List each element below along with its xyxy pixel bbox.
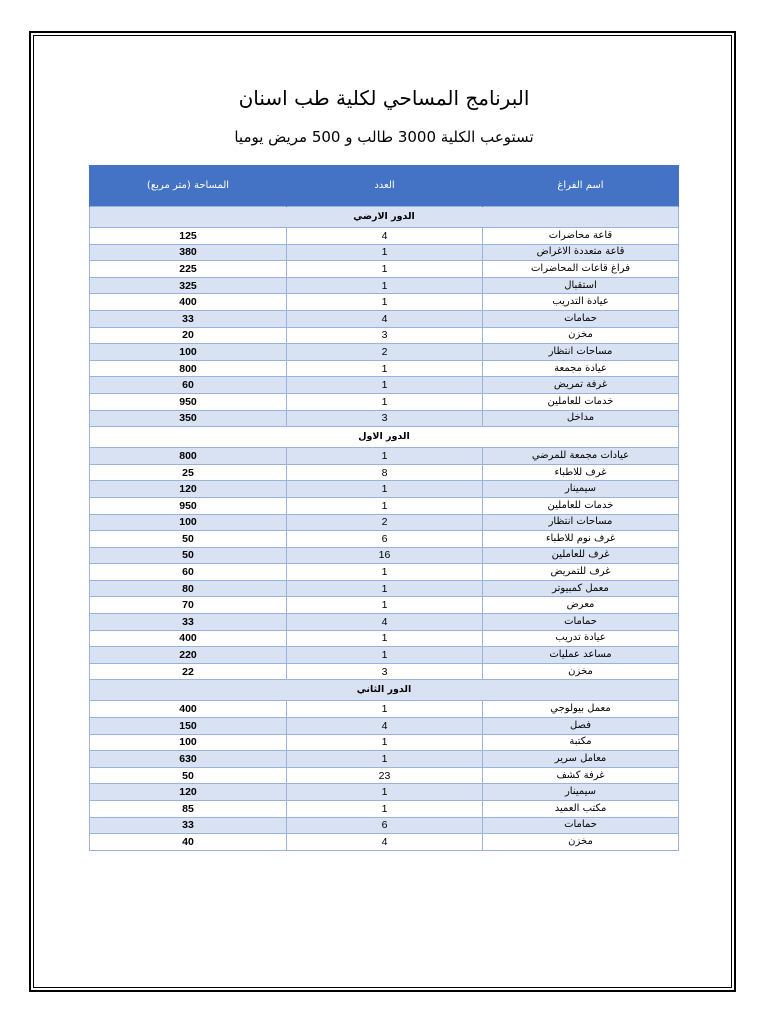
count-cell: 8 — [287, 464, 483, 481]
count-cell: 1 — [287, 630, 483, 647]
space-name-cell: سيمينار — [483, 481, 679, 498]
area-cell: 120 — [90, 481, 287, 498]
count-cell: 1 — [287, 294, 483, 311]
space-name-cell: مخزن — [483, 327, 679, 344]
section-title: الدور الاول — [90, 427, 679, 448]
count-cell: 4 — [287, 310, 483, 327]
space-name-cell: معامل سرير — [483, 751, 679, 768]
count-cell: 1 — [287, 481, 483, 498]
space-name-cell: حمامات — [483, 310, 679, 327]
space-name-cell: غرف نوم للاطباء — [483, 531, 679, 548]
area-cell: 33 — [90, 817, 287, 834]
table-row — [90, 597, 679, 614]
area-cell: 25 — [90, 464, 287, 481]
space-name-cell: خدمات للعاملين — [483, 393, 679, 410]
table-row — [90, 294, 679, 311]
table-row — [90, 228, 679, 245]
table-row — [90, 531, 679, 548]
table-row — [90, 564, 679, 581]
count-cell: 1 — [287, 597, 483, 614]
table-row — [90, 344, 679, 361]
area-cell: 70 — [90, 597, 287, 614]
count-cell: 1 — [287, 261, 483, 278]
area-cell: 60 — [90, 377, 287, 394]
count-cell: 1 — [287, 360, 483, 377]
area-cell: 380 — [90, 244, 287, 261]
space-name-cell: عيادات مجمعة للمرضي — [483, 448, 679, 465]
table-row — [90, 751, 679, 768]
area-cell: 33 — [90, 310, 287, 327]
space-name-cell: غرف للاطباء — [483, 464, 679, 481]
area-cell: 50 — [90, 547, 287, 564]
count-cell: 4 — [287, 614, 483, 631]
section-title: الدور الارضي — [90, 207, 679, 228]
area-cell: 400 — [90, 630, 287, 647]
area-cell: 400 — [90, 294, 287, 311]
table-row — [90, 630, 679, 647]
count-cell: 4 — [287, 834, 483, 851]
space-name-cell: معمل كمبيوتر — [483, 580, 679, 597]
space-name-cell: مساحات انتظار — [483, 344, 679, 361]
area-cell: 120 — [90, 784, 287, 801]
space-name-cell: غرف للتمريض — [483, 564, 679, 581]
space-name-cell: مساحات انتظار — [483, 514, 679, 531]
document-subtitle: تستوعب الكلية 3000 طالب و 500 مريض يوميا — [234, 128, 534, 146]
space-name-cell: عيادة مجمعة — [483, 360, 679, 377]
count-cell: 1 — [287, 277, 483, 294]
table-row — [90, 410, 679, 427]
area-cell: 33 — [90, 614, 287, 631]
table-row — [90, 360, 679, 377]
space-name-cell: مكتب العميد — [483, 801, 679, 818]
section-header-row — [90, 680, 679, 701]
count-cell: 1 — [287, 701, 483, 718]
area-cell: 100 — [90, 344, 287, 361]
table-row — [90, 448, 679, 465]
space-name-cell: استقبال — [483, 277, 679, 294]
section-header-row — [90, 207, 679, 228]
document-title: البرنامج المساحي لكلية طب اسنان — [238, 86, 530, 110]
count-cell: 1 — [287, 244, 483, 261]
space-name-cell: قاعة محاضرات — [483, 228, 679, 245]
table-row — [90, 734, 679, 751]
area-cell: 85 — [90, 801, 287, 818]
table-row — [90, 718, 679, 735]
area-cell: 125 — [90, 228, 287, 245]
space-name-cell: مكتبة — [483, 734, 679, 751]
space-name-cell: مخزن — [483, 834, 679, 851]
area-cell: 100 — [90, 734, 287, 751]
count-cell: 1 — [287, 393, 483, 410]
area-cell: 22 — [90, 663, 287, 680]
area-cell: 630 — [90, 751, 287, 768]
table-row — [90, 481, 679, 498]
area-cell: 225 — [90, 261, 287, 278]
table-row — [90, 464, 679, 481]
space-name-cell: مساعد عمليات — [483, 647, 679, 664]
table-row — [90, 647, 679, 664]
area-cell: 50 — [90, 531, 287, 548]
count-cell: 1 — [287, 784, 483, 801]
count-cell: 4 — [287, 228, 483, 245]
area-cell: 950 — [90, 497, 287, 514]
count-cell: 2 — [287, 344, 483, 361]
table-row — [90, 614, 679, 631]
section-header-row — [90, 427, 679, 448]
count-cell: 6 — [287, 817, 483, 834]
table-row — [90, 261, 679, 278]
table-row — [90, 377, 679, 394]
section-title: الدور الثاني — [90, 680, 679, 701]
table-row — [90, 767, 679, 784]
space-name-cell: معمل بيولوجي — [483, 701, 679, 718]
table-row — [90, 663, 679, 680]
count-cell: 1 — [287, 580, 483, 597]
space-program-table-container — [89, 165, 678, 851]
table-row — [90, 817, 679, 834]
area-cell: 220 — [90, 647, 287, 664]
area-cell: 325 — [90, 277, 287, 294]
space-name-cell: حمامات — [483, 817, 679, 834]
count-cell: 3 — [287, 663, 483, 680]
count-cell: 23 — [287, 767, 483, 784]
count-cell: 1 — [287, 801, 483, 818]
count-cell: 3 — [287, 410, 483, 427]
count-cell: 1 — [287, 497, 483, 514]
area-cell: 350 — [90, 410, 287, 427]
area-cell: 80 — [90, 580, 287, 597]
count-cell: 3 — [287, 327, 483, 344]
table-row — [90, 701, 679, 718]
space-name-cell: حمامات — [483, 614, 679, 631]
table-row — [90, 834, 679, 851]
space-name-cell: سيمينار — [483, 784, 679, 801]
area-cell: 100 — [90, 514, 287, 531]
header-count: العدد — [287, 165, 483, 207]
space-name-cell: مخزن — [483, 663, 679, 680]
space-name-cell: غرفة تمريض — [483, 377, 679, 394]
count-cell: 1 — [287, 751, 483, 768]
table-row — [90, 310, 679, 327]
table-row — [90, 327, 679, 344]
area-cell: 950 — [90, 393, 287, 410]
area-cell: 40 — [90, 834, 287, 851]
area-cell: 800 — [90, 448, 287, 465]
table-row — [90, 244, 679, 261]
count-cell: 1 — [287, 647, 483, 664]
space-name-cell: فراغ قاعات المحاضرات — [483, 261, 679, 278]
count-cell: 4 — [287, 718, 483, 735]
area-cell: 800 — [90, 360, 287, 377]
table-row — [90, 277, 679, 294]
space-name-cell: عيادة التدريب — [483, 294, 679, 311]
area-cell: 400 — [90, 701, 287, 718]
space-name-cell: غرفة كشف — [483, 767, 679, 784]
area-cell: 50 — [90, 767, 287, 784]
table-row — [90, 393, 679, 410]
space-name-cell: مداخل — [483, 410, 679, 427]
header-area: المساحة (متر مربع) — [90, 165, 287, 207]
table-row — [90, 497, 679, 514]
count-cell: 1 — [287, 448, 483, 465]
table-row — [90, 547, 679, 564]
count-cell: 1 — [287, 377, 483, 394]
header-space-name: اسم الفراغ — [483, 165, 679, 207]
space-name-cell: غرف للعاملين — [483, 547, 679, 564]
area-cell: 150 — [90, 718, 287, 735]
count-cell: 1 — [287, 564, 483, 581]
space-program-table — [89, 165, 679, 851]
count-cell: 6 — [287, 531, 483, 548]
space-name-cell: معرض — [483, 597, 679, 614]
table-body — [90, 207, 679, 851]
space-name-cell: فصل — [483, 718, 679, 735]
count-cell: 1 — [287, 734, 483, 751]
table-row — [90, 784, 679, 801]
table-row — [90, 801, 679, 818]
count-cell: 16 — [287, 547, 483, 564]
space-name-cell: عيادة تدريب — [483, 630, 679, 647]
table-row — [90, 580, 679, 597]
space-name-cell: خدمات للعاملين — [483, 497, 679, 514]
area-cell: 20 — [90, 327, 287, 344]
count-cell: 2 — [287, 514, 483, 531]
table-row — [90, 514, 679, 531]
area-cell: 60 — [90, 564, 287, 581]
space-name-cell: قاعة متعددة الاغراض — [483, 244, 679, 261]
table-header-row — [90, 165, 679, 207]
